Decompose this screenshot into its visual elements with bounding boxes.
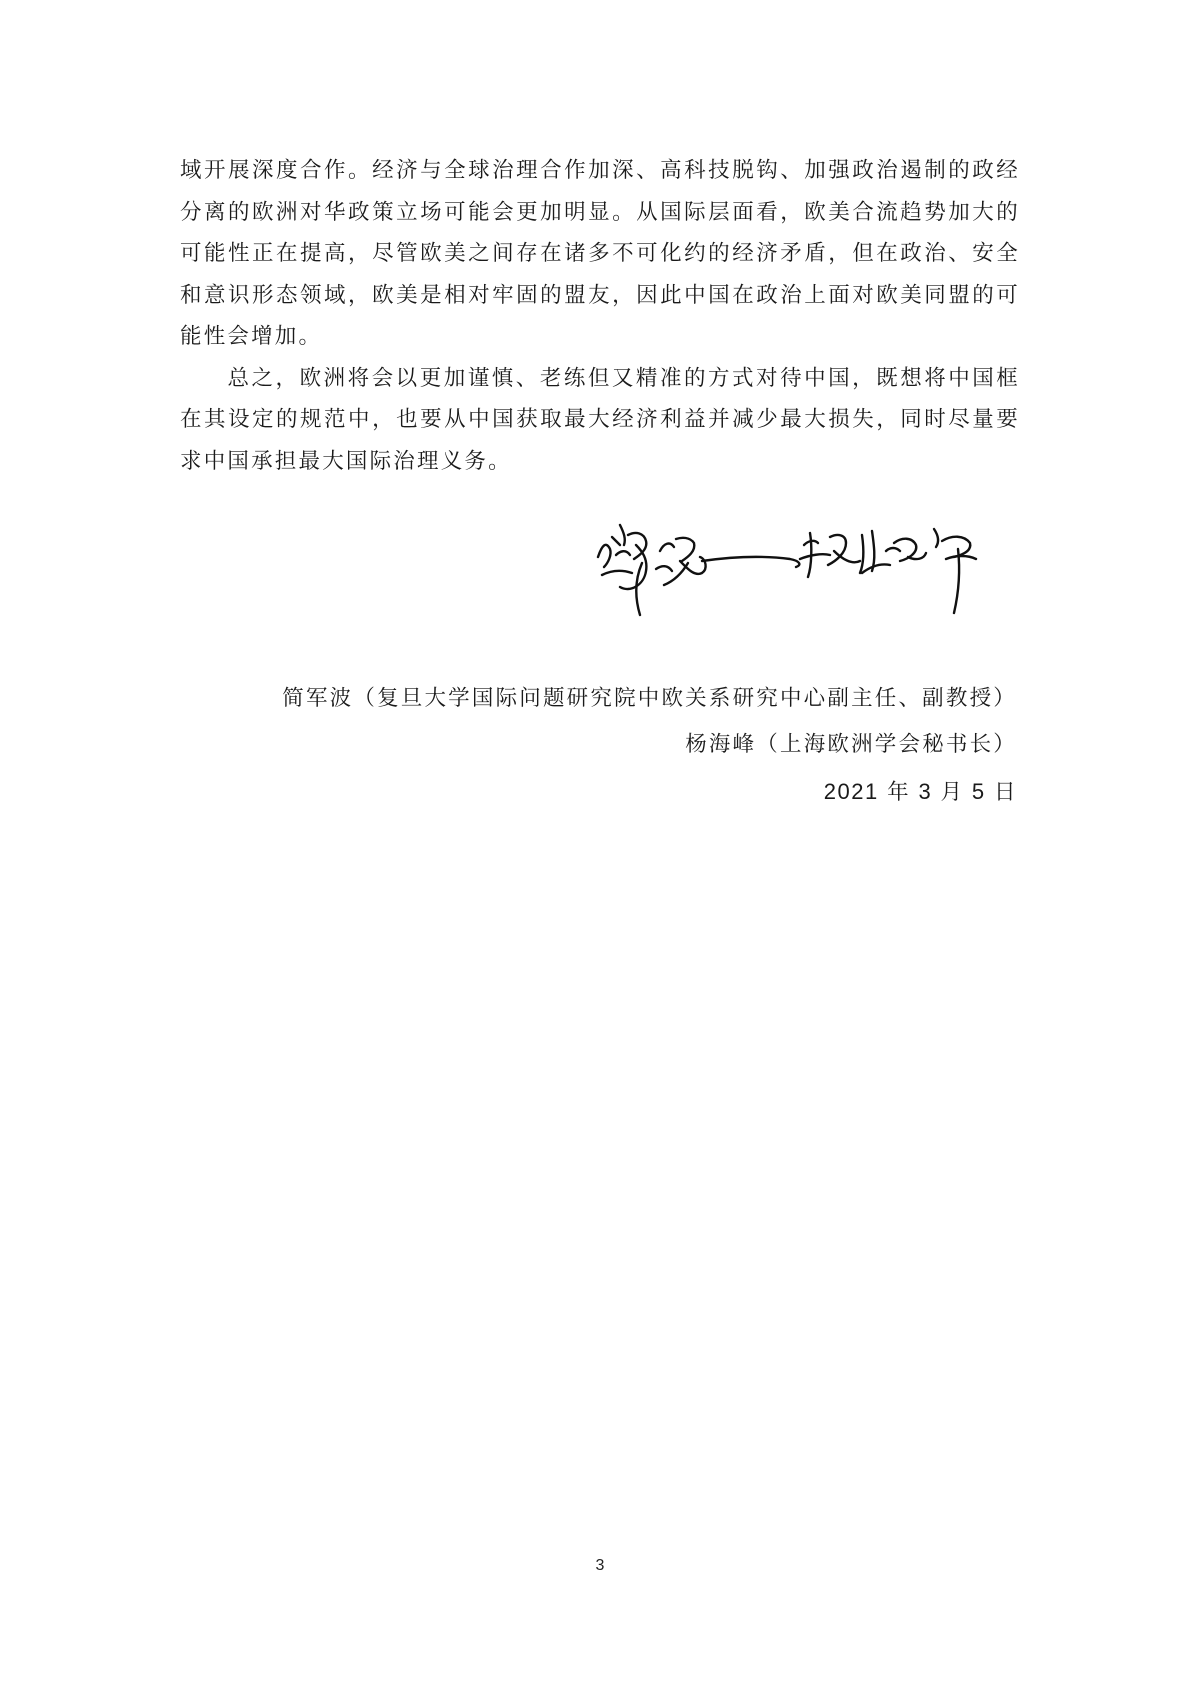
date-year-unit: 年 xyxy=(887,780,911,805)
page-number: 3 xyxy=(595,1557,605,1574)
body-text xyxy=(180,150,1020,482)
date-day: 5 xyxy=(971,779,986,804)
author-line-1: 简军波（复旦大学国际问题研究院中欧关系研究中心副主任、副教授） xyxy=(282,686,1017,711)
date-month-unit: 月 xyxy=(940,780,964,805)
paragraph-continued: 域开展深度合作。经济与全球治理合作加深、高科技脱钩、加强政治遏制的政经分离的欧洲对华政策立场可能会更加明显。从国际层面看，欧美合流趋势加大的可能性正在提高，尽管欧美之间存在诸多不可化约的经济矛盾，但在政治、安全和意识形态领域，欧美是相对牢固的盟友，因此中国在政治上面对欧美同盟的可能性会增加。 xyxy=(180,158,1020,349)
signature-image xyxy=(590,515,1010,625)
author-line-2: 杨海峰（上海欧洲学会秘书长） xyxy=(685,732,1017,757)
date-month: 3 xyxy=(918,779,933,804)
handwritten-signatures xyxy=(590,515,1010,625)
date-year: 2021 xyxy=(823,779,879,804)
document-date xyxy=(824,775,1017,806)
paragraph-conclusion: 总之，欧洲将会以更加谨慎、老练但又精准的方式对待中国，既想将中国框在其设定的规范中，也要从中国获取最大经济利益并减少最大损失，同时尽量要求中国承担最大国际治理义务。 xyxy=(180,365,1020,474)
date-day-unit: 日 xyxy=(993,780,1017,805)
